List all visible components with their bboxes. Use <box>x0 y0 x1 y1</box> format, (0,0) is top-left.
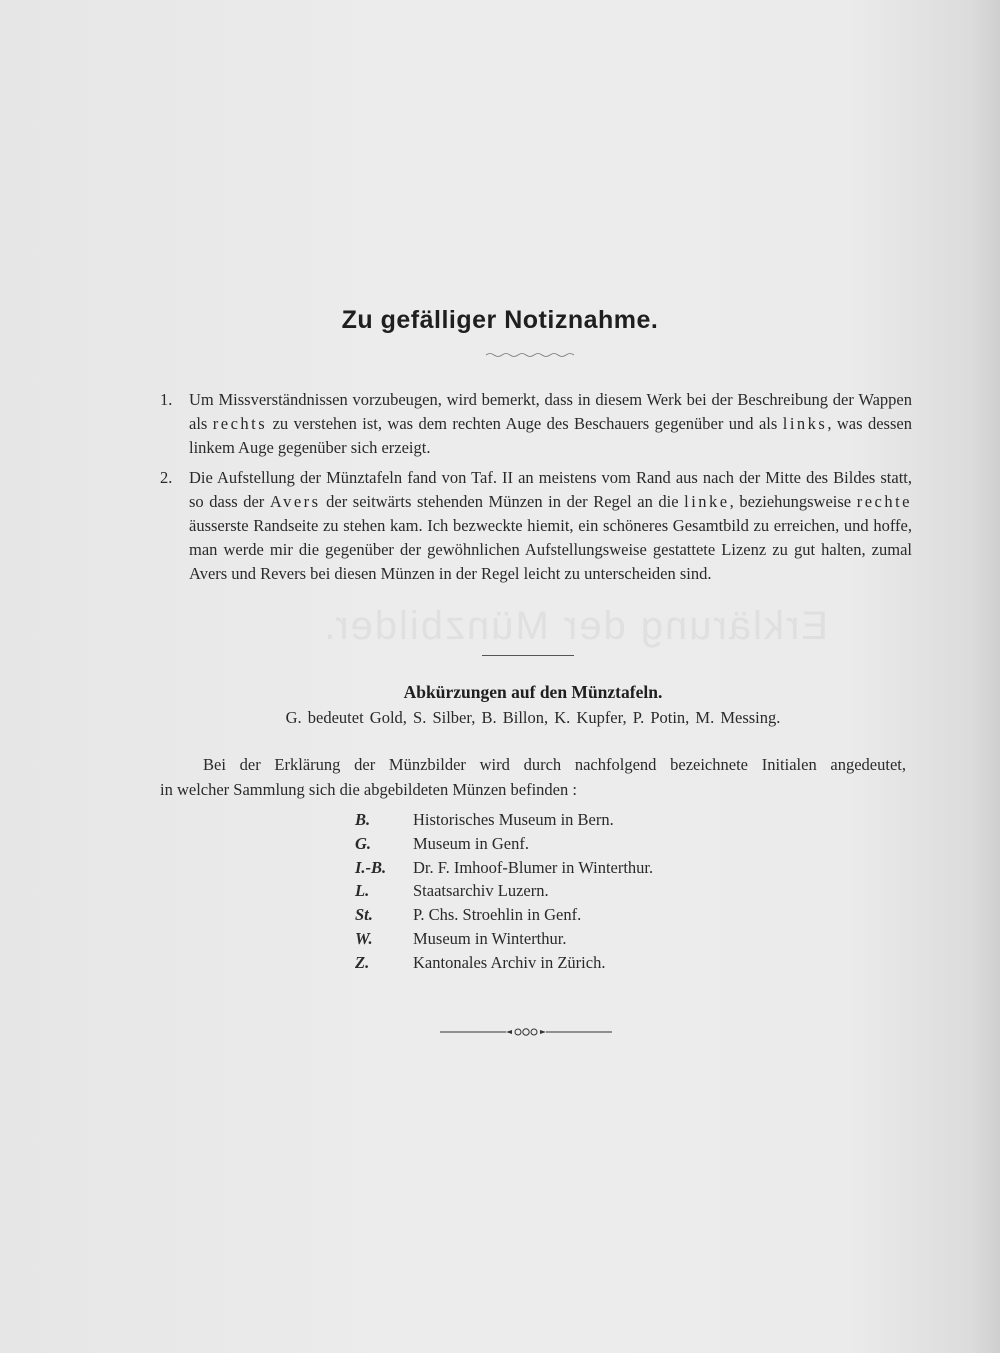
collection-code: B. <box>355 810 371 829</box>
intro-line: Bei der Erklärung der Münzbilder wird durch nachfolgend bezeichnete Initialen angedeutet, <box>203 755 906 774</box>
note-item <box>160 388 912 460</box>
collection-name: P. Chs. Stroehlin in Genf. <box>413 905 582 925</box>
collection-code: Z. <box>355 952 370 972</box>
abbreviations-line: G. bedeutet Gold, S. Silber, B. Billon, K. Kupfer, P. Potin, M. Messing. <box>285 708 781 727</box>
collection-code: G. <box>355 833 372 853</box>
note-text: äusserste Randseite zu stehen kam. Ich bezweckte hiemit, ein schöneres Gesamtbild zu erreichen, und hoffe, man werde mir die gegenüber der gewöhnlichen Aufstellungsweise gestattete Lizenz zu gut halten, zumal Avers und Revers bei diesen Münzen in der Regel leicht zu unterscheiden sind. <box>189 516 912 583</box>
notes-list <box>160 388 912 592</box>
emphasis-text: rechte <box>856 492 913 511</box>
abbreviations-heading: Abkürzungen auf den Münztafeln. <box>403 682 663 702</box>
emphasis-text: rechts <box>212 414 268 433</box>
collection-code: W. <box>355 928 373 948</box>
show-through-text: Erklärung der Münzbilder. <box>322 604 828 648</box>
list-item <box>355 905 735 929</box>
list-item <box>355 858 735 882</box>
collection-name: Dr. F. Imhoof-Blumer in Winterthur. <box>413 857 654 877</box>
note-text: Um Missverständnissen vorzubeugen, wird bemerkt, dass in diesem Werk bei der Beschreibung der Wappen als <box>189 390 912 433</box>
list-item <box>355 881 735 905</box>
list-item <box>355 834 735 858</box>
collection-name: Museum in Winterthur. <box>413 928 567 948</box>
collection-code: L. <box>355 881 370 901</box>
note-text: der seitwärts stehenden Münzen in der Regel an die <box>320 492 685 511</box>
collections-list <box>355 810 735 977</box>
list-item <box>355 929 735 953</box>
collection-name: Historisches Museum in Bern. <box>413 810 614 829</box>
collection-name: Kantonales Archiv in Zürich. <box>413 952 606 972</box>
emphasis-text: linke <box>684 492 730 511</box>
collection-name: Staatsarchiv Luzern. <box>413 881 549 901</box>
collection-code: St. <box>355 905 373 925</box>
note-text: zu verstehen ist, was dem rechten Auge des Beschauers gegenüber und als <box>267 414 783 433</box>
list-item <box>355 953 735 977</box>
emphasis-text: links <box>782 414 828 433</box>
collections-intro <box>160 752 906 802</box>
intro-line: in welcher Sammlung sich die abgebildeten Münzen befinden : <box>160 780 577 799</box>
emphasis-text: Avers <box>269 492 321 511</box>
note-item <box>160 466 912 586</box>
page-title: Zu gefälliger Notiznahme. <box>341 306 659 334</box>
title-ornament <box>484 352 578 358</box>
collection-code: I.-B. <box>355 857 387 877</box>
collection-name: Museum in Genf. <box>413 833 529 853</box>
note-text: , beziehungsweise <box>729 492 857 511</box>
note-number: 2. <box>160 468 173 487</box>
section-divider <box>482 655 574 656</box>
note-number: 1. <box>160 390 173 409</box>
note-text: Die Aufstellung der Münztafeln fand von Taf. II an meistens vom Rand aus nach der Mitte des Bildes statt, so dass der <box>189 468 912 511</box>
note-text: , was dessen linkem Auge gegenüber sich erzeigt. <box>189 414 912 457</box>
list-item <box>355 810 735 834</box>
end-ornament <box>440 1025 612 1039</box>
